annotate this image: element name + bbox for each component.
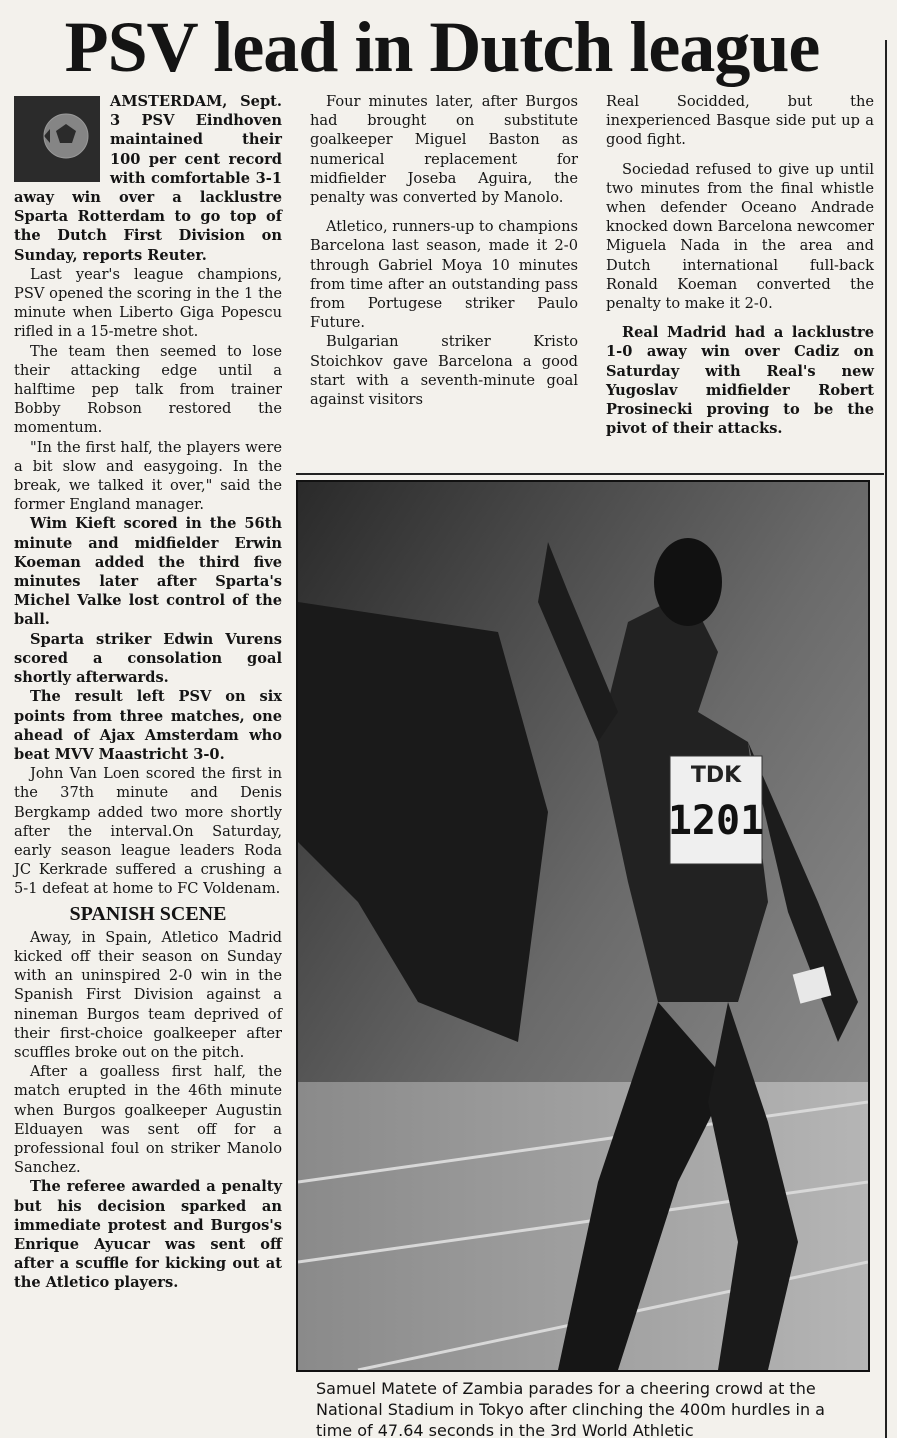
paragraph: The referee awarded a penalty but his decision sparked an immediate protest and Burgos's Enrique Ayucar was sent off after a scuffle for kicking out at the Atletico players.	[14, 1178, 282, 1292]
paragraph: Four minutes later, after Burgos had brought on substitute goalkeeper Miguel Baston as numerical replacement for midfielder Joseba Aguira, the penalty was converted by Manolo.	[310, 93, 578, 207]
paragraph: After a goalless first half, the match erupted in the 46th minute when Burgos goalkeeper Augustin Elduayen was sent off for a professional foul on striker Manolo Sanchez.	[14, 1063, 282, 1177]
dateline: AMSTERDAM,	[110, 93, 228, 110]
paragraph: Atletico, runners-up to champions Barcelona last season, made it 2-0 through Gabriel Moya 10 minutes from time after an outstanding pass from Portugese striker Paulo Future.	[310, 218, 578, 332]
bib-sponsor: TDK	[690, 763, 742, 788]
paragraph: Away, in Spain, Atletico Madrid kicked off their season on Sunday with an uninspired 2-0 win in the Spanish First Division against a nineman Burgos team deprived of their first-choice goalkeeper after scuffles broke out on the pitch.	[14, 928, 282, 1061]
right-border-rule	[885, 40, 887, 1438]
section-subheading: SPANISH SCENE	[69, 902, 227, 925]
bib-number: 1201	[667, 798, 765, 844]
article-column-3	[606, 92, 874, 438]
soccer-ball-icon	[14, 96, 100, 182]
athlete-photo	[296, 480, 870, 1372]
paragraph: The result left PSV on six points from three matches, one ahead of Ajax Amsterdam who beat MVV Maastricht 3-0.	[14, 688, 282, 763]
athlete-photo-graphic	[298, 482, 868, 1370]
paragraph: The team then seemed to lose their attacking edge until a halftime pep talk from trainer Bobby Robson restored the momentum.	[14, 342, 282, 437]
paragraph: Last year's league champions, PSV opened the scoring in the 1 the minute when Liberto Giga Popescu rifled in a 15-metre shot.	[14, 265, 282, 341]
photo-caption: Samuel Matete of Zambia parades for a cheering crowd at the National Stadium in Tokyo after clinching the 400m hurdles in a time of 47.64 seconds in the 3rd World Athletic	[316, 1379, 825, 1438]
photo-top-rule	[296, 473, 884, 475]
paragraph: John Van Loen scored the first in the 37th minute and Denis Bergkamp added two more shortly after the interval.On Saturday, early season league leaders Roda JC Kerkrade suffered a crushing a 5-1 defeat at home to FC Voldenam.	[14, 765, 282, 898]
paragraph: "In the first half, the players were a bit slow and easygoing. In the break, we talked it over," said the former England manager.	[14, 438, 282, 514]
headline: PSV lead in Dutch league	[64, 7, 820, 87]
paragraph: Bulgarian striker Kristo Stoichkov gave Barcelona a good start with a seventh-minute goal against visitors	[310, 333, 578, 409]
article-column-1	[14, 92, 282, 1293]
paragraph: Sociedad refused to give up until two minutes from the final whistle when defender Oceano Andrade knocked down Barcelona newcomer Miguela Nada in the area and Dutch international full-back Ronald Koeman converted the penalty to make it 2-0.	[606, 160, 874, 313]
lead-paragraph: Sept. 3 PSV Eindhoven maintained their 100 per cent record with comfortable 3-1 away win over a lacklustre Sparta Rotterdam to go top of the Dutch First Division on Sunday, reports Reuter.	[14, 93, 282, 264]
paragraph: Sparta striker Edwin Vurens scored a consolation goal shortly afterwards.	[14, 630, 282, 687]
paragraph: Wim Kieft scored in the 56th minute and midfielder Erwin Koeman added the third five minutes later after Sparta's Michel Valke lost control of the ball.	[14, 515, 282, 629]
article-column-2	[310, 92, 578, 409]
paragraph: Real Socidded, but the inexperienced Basque side put up a good fight.	[606, 93, 874, 149]
paragraph: Real Madrid had a lacklustre 1-0 away win over Cadiz on Saturday with Real's new Yugoslav midfielder Robert Prosinecki proving to be the pivot of their attacks.	[606, 324, 874, 438]
